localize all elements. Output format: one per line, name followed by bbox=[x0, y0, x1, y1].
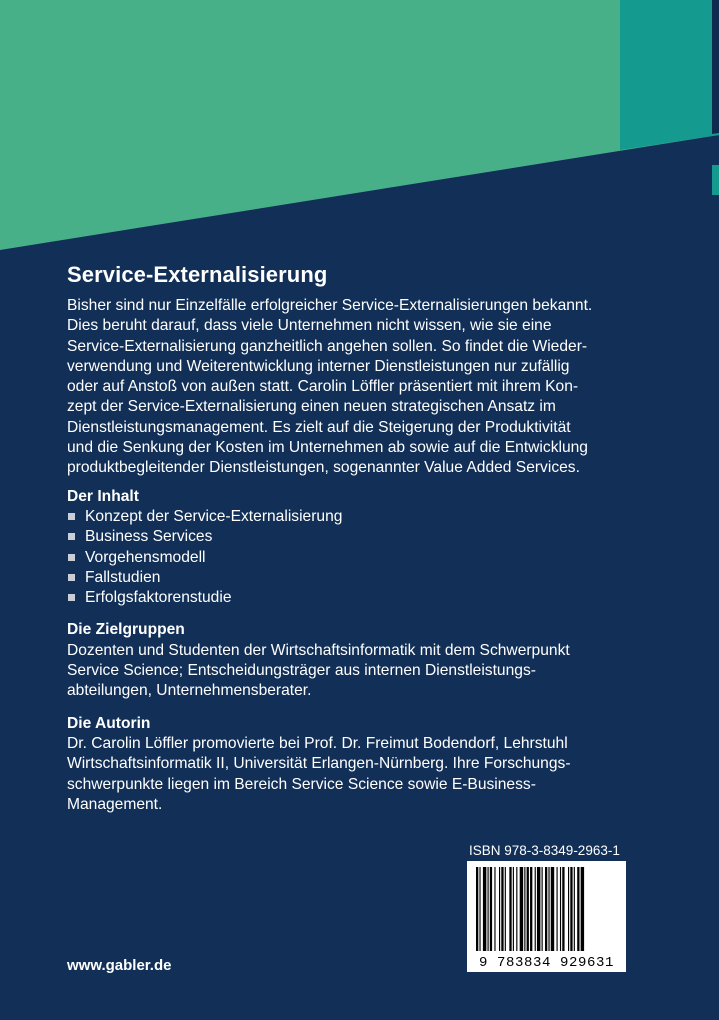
list-item bbox=[67, 527, 667, 547]
list-item-label: Erfolgsfaktorenstudie bbox=[85, 589, 232, 607]
intro-paragraph: Bisher sind nur Einzelfälle erfolgreicher Service-Externalisierungen bekannt. Dies beruht darauf, dass viele Unternehmen nicht wissen, wie sie eine Service-Externalisierung ganzheitlich angehen sollen. So findet die Wieder- verwendung und Weiterentwicklung interner Dienstleistungen nur zufällig oder auf Anstoß von außen statt. Carolin Löffler präsentiert mit ihrem Kon- zept der Service-Externalisierung einen neuen strategischen Ansatz im Dienstleistungsmanagement. Es zielt auf die Steigerung der Produktivität und die Senkung der Kosten im Unternehmen ab sowie auf die Entwicklung produktbegleitender Dienstleistungen, sogenannter Value Added Services. bbox=[67, 297, 593, 477]
barcode-bar bbox=[494, 867, 495, 951]
list-item bbox=[67, 548, 667, 568]
barcode-bar bbox=[520, 867, 523, 951]
list-item-label: Fallstudien bbox=[85, 568, 161, 586]
barcode-bar bbox=[530, 867, 532, 951]
barcode-bar bbox=[537, 867, 540, 951]
list-item bbox=[67, 507, 667, 527]
barcode-number: 9 783834 929631 bbox=[478, 955, 615, 971]
square-bullet-icon bbox=[68, 594, 75, 601]
barcode-bar bbox=[483, 867, 486, 951]
square-bullet-icon bbox=[68, 513, 75, 520]
zielgruppen-text: Dozenten und Studenten der Wirtschaftsinformatik mit dem Schwerpunkt Service Science; Entscheidungsträger aus internen Dienstleistungs- abteilungen, Unternehmensberater. bbox=[67, 641, 570, 700]
barcode-bar bbox=[476, 867, 478, 951]
list-item bbox=[67, 568, 667, 588]
square-bullet-icon bbox=[68, 554, 75, 561]
back-cover-text bbox=[67, 262, 667, 815]
list-item-label: Vorgehensmodell bbox=[85, 548, 206, 566]
square-bullet-icon bbox=[68, 533, 75, 540]
barcode-bar bbox=[499, 867, 500, 951]
barcode-bar bbox=[570, 867, 572, 951]
barcode-bar bbox=[577, 867, 579, 951]
barcode-bar bbox=[548, 867, 549, 951]
barcode-bar bbox=[509, 867, 511, 951]
barcode-bar bbox=[581, 867, 584, 951]
barcode-bar bbox=[527, 867, 529, 951]
inhalt-heading: Der Inhalt bbox=[67, 487, 139, 505]
list-item-label: Business Services bbox=[85, 528, 213, 546]
barcode-bar bbox=[488, 867, 489, 951]
isbn-label: ISBN 978-3-8349-2963-1 bbox=[469, 843, 620, 858]
section-inhalt bbox=[67, 487, 667, 609]
publisher-url: www.gabler.de bbox=[67, 957, 172, 974]
list-item-label: Konzept der Service-Externalisierung bbox=[85, 507, 343, 525]
barcode-bar bbox=[513, 867, 514, 951]
barcode-bar bbox=[479, 867, 480, 951]
barcode-bar bbox=[568, 867, 569, 951]
barcode-bar bbox=[490, 867, 492, 951]
autorin-text: Dr. Carolin Löffler promovierte bei Prof. Dr. Freimut Bodendorf, Lehrstuhl Wirtschaftsinformatik II, Universität Erlangen-Nürnberg. Ihre Forschungs- schwerpunkte liegen im Bereich Service Science sowie E-Business- Management. bbox=[67, 734, 571, 813]
barcode-bar bbox=[524, 867, 525, 951]
list-item bbox=[67, 588, 667, 608]
book-title: Service-Externalisierung bbox=[67, 262, 328, 287]
section-autorin bbox=[67, 714, 667, 815]
barcode-bar bbox=[516, 867, 517, 951]
barcode bbox=[467, 861, 626, 972]
barcode-bar bbox=[542, 867, 543, 951]
zielgruppen-heading: Die Zielgruppen bbox=[67, 621, 185, 639]
barcode-bar bbox=[574, 867, 575, 951]
autorin-heading: Die Autorin bbox=[67, 714, 151, 732]
barcode-bar bbox=[501, 867, 503, 951]
barcode-bar bbox=[551, 867, 554, 951]
square-bullet-icon bbox=[68, 574, 75, 581]
barcode-bar bbox=[560, 867, 561, 951]
barcode-bar bbox=[557, 867, 558, 951]
barcode-bar bbox=[505, 867, 506, 951]
barcode-bar bbox=[535, 867, 536, 951]
inhalt-list bbox=[67, 507, 667, 608]
barcode-bar bbox=[545, 867, 547, 951]
section-zielgruppen bbox=[67, 620, 667, 701]
barcode-bar bbox=[562, 867, 564, 951]
